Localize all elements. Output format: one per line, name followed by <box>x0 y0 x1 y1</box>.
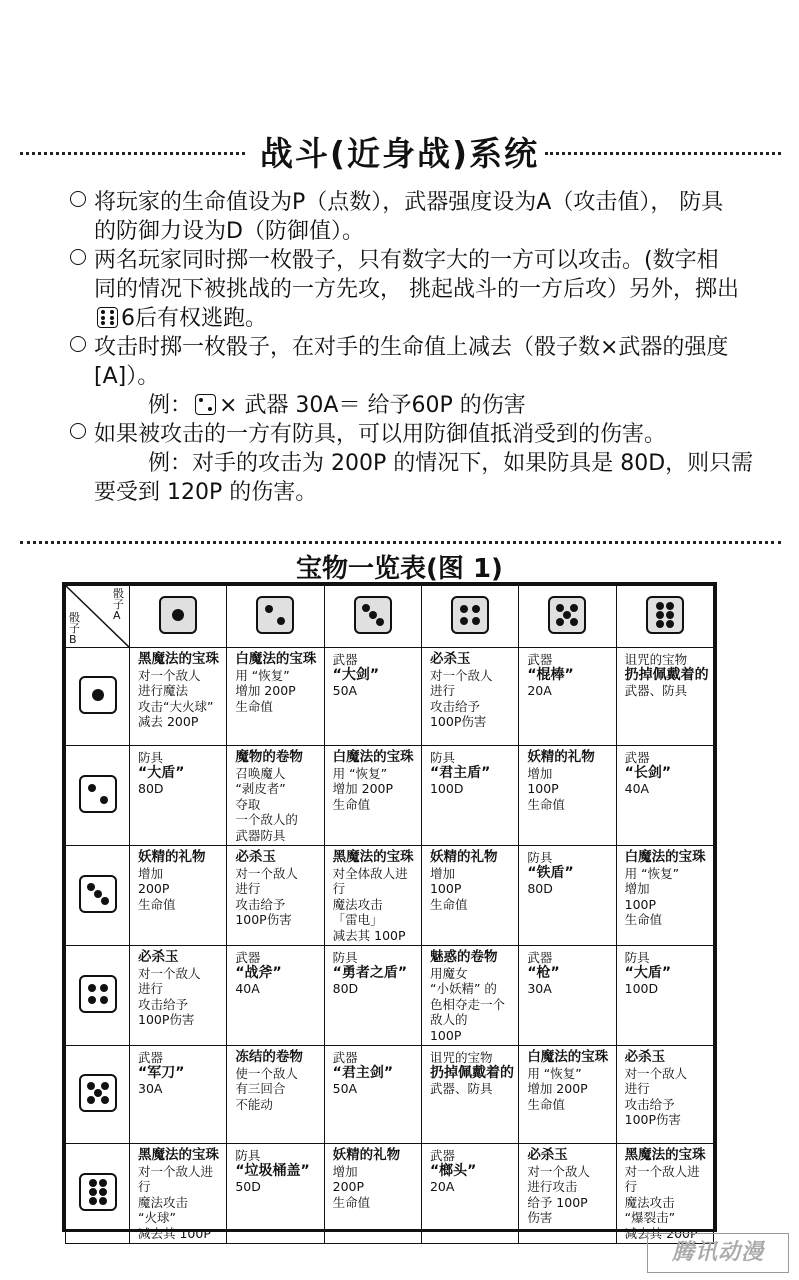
cell-line: 生命值 <box>332 1194 371 1210</box>
cell-line: 不能动 <box>235 1096 273 1112</box>
cell-line: 100P伤害 <box>624 1112 682 1127</box>
die-one-icon <box>159 596 197 634</box>
cell-line: 生命值 <box>138 896 176 912</box>
cell-line: 减去 200P <box>138 714 199 729</box>
corner-label-a: 骰子A <box>113 587 124 622</box>
cell-line: 增加 <box>429 865 455 881</box>
cell-line: 召唤魔人 <box>235 765 286 781</box>
cell-title: 必杀玉 <box>235 849 276 865</box>
cell-title: 武器 <box>235 950 261 965</box>
corner-cell <box>66 586 130 648</box>
cell-line: 增加 <box>527 765 553 781</box>
cell-title: 防具 <box>429 750 455 765</box>
treasure-cell <box>616 746 713 846</box>
cell-line: 100D <box>624 981 659 996</box>
cell-title: 防具 <box>624 950 650 965</box>
circle-bullet-icon <box>70 336 86 352</box>
circle-bullet-icon <box>70 423 86 439</box>
cell-line: 生命值 <box>332 796 371 812</box>
treasure-cell <box>421 648 518 746</box>
treasure-cell <box>324 648 421 746</box>
cell-title: 黑魔法的宝珠 <box>332 849 414 865</box>
cell-line: 100P <box>624 896 657 912</box>
cell-line: 50A <box>332 1081 358 1096</box>
treasure-cell <box>130 648 227 746</box>
cell-line: 对一个敌人 <box>138 667 201 683</box>
cell-title: 白魔法的宝珠 <box>235 651 317 667</box>
rule-2: 两名玩家同时掷一枚骰子，只有数字大的一方可以攻击。(数字相 同的情况下被挑战的一方先攻， 挑起战斗的一方后攻）另外，掷出 6后有权逃跑。 <box>70 246 770 333</box>
cell-line: “大剑” <box>332 666 380 683</box>
cell-line: “剥皮者” <box>235 781 286 796</box>
cell-line: 减去其 100P <box>138 1225 211 1241</box>
row-header-3 <box>66 846 130 946</box>
col-header-1 <box>130 586 227 648</box>
treasure-cell <box>324 946 421 1046</box>
cell-title: 白魔法的宝珠 <box>624 849 706 865</box>
cell-title: 武器 <box>332 1050 358 1065</box>
die-four-icon <box>451 596 489 634</box>
rule-4: 如果被攻击的一方有防具，可以用防御值抵消受到的伤害。 <box>70 420 770 449</box>
cell-line: 进行 <box>624 1081 650 1096</box>
cell-title: 武器 <box>138 1050 164 1065</box>
table-row <box>66 946 714 1046</box>
cell-line: 生命值 <box>235 698 273 714</box>
cell-line: 100D <box>429 781 464 796</box>
row-header-1 <box>66 648 130 746</box>
treasure-cell <box>227 946 324 1046</box>
cell-line: 对一个敌人 <box>235 865 298 881</box>
die-five-icon <box>79 1074 117 1112</box>
cell-title: 防具 <box>332 950 358 965</box>
col-header-2 <box>227 586 324 648</box>
cell-line: “垃圾桶盖” <box>235 1162 310 1179</box>
cell-line: 武器防具 <box>235 827 286 843</box>
cell-line: 进行攻击 <box>527 1179 578 1194</box>
cell-line: 减去其 100P <box>332 927 406 943</box>
treasure-cell <box>130 846 227 946</box>
treasure-cell <box>519 648 616 746</box>
cell-line: 对一个敌人进行 <box>138 1163 214 1194</box>
die-six-icon <box>97 307 118 328</box>
treasure-cell <box>616 846 713 946</box>
cell-line: “大盾” <box>138 764 185 781</box>
cell-line: 进行 <box>429 683 455 698</box>
table-title: 宝物一览表(图 1) <box>296 554 503 584</box>
cell-line: 对一个敌人 <box>429 667 493 683</box>
cell-title: 武器 <box>332 652 358 667</box>
header-row <box>66 586 714 648</box>
cell-line: 敌人的 <box>429 1012 468 1027</box>
cell-line: 20A <box>429 1179 455 1194</box>
treasure-cell <box>227 1046 324 1144</box>
cell-title: 妖精的礼物 <box>138 849 206 865</box>
cell-title: 妖精的礼物 <box>332 1147 401 1163</box>
cell-title: 白魔法的宝珠 <box>527 1049 609 1065</box>
cell-line: “勇者之盾” <box>332 964 408 981</box>
row-header-5 <box>66 1046 130 1144</box>
cell-line: 生命值 <box>527 1096 565 1112</box>
cell-line: 80D <box>332 981 359 996</box>
cell-line: 30A <box>527 981 552 996</box>
cell-line: 增加 <box>332 1163 358 1179</box>
treasure-cell <box>130 1046 227 1144</box>
cell-title: 黑魔法的宝珠 <box>138 651 219 667</box>
die-six-icon <box>79 1173 117 1211</box>
cell-line: “军刀” <box>138 1064 185 1081</box>
cell-line: 进行 <box>138 981 164 996</box>
cell-line: 40A <box>624 781 650 796</box>
cell-line: 有三回合 <box>235 1081 286 1096</box>
treasure-cell <box>324 1046 421 1144</box>
cell-title: 必杀玉 <box>138 949 179 965</box>
cell-line: 用 “恢复” <box>235 667 290 683</box>
cell-line: 40A <box>235 981 260 996</box>
cell-line: 魔法攻击 <box>138 1194 189 1210</box>
rule-3: 攻击时掷一枚骰子，在对手的生命值上减去（骰子数×武器的强度 [A]）。 <box>70 333 770 391</box>
cell-line: 对一个敌人进行 <box>624 1163 700 1194</box>
treasure-cell <box>227 746 324 846</box>
cell-line: 200P <box>138 881 170 896</box>
cell-line: “爆裂击” <box>624 1210 676 1225</box>
cell-line: 对全体敌人进行 <box>332 865 408 896</box>
middle-chain-divider <box>20 541 781 544</box>
treasure-cell <box>421 846 518 946</box>
cell-title: 白魔法的宝珠 <box>332 749 414 765</box>
cell-title: 武器 <box>527 950 553 965</box>
cell-line: 攻击给予 <box>138 996 189 1012</box>
cell-line: 100P <box>429 881 462 896</box>
cell-line: “火球” <box>138 1210 176 1225</box>
cell-line: 使一个敌人 <box>235 1065 298 1081</box>
treasure-cell <box>324 846 421 946</box>
treasure-cell <box>421 1144 518 1244</box>
treasure-cell <box>324 1144 421 1244</box>
row-header-2 <box>66 746 130 846</box>
cell-line: “君主剑” <box>332 1064 394 1081</box>
table-row <box>66 1046 714 1144</box>
cell-line: 「雷电」 <box>332 912 383 927</box>
cell-line: 一个敌人的 <box>235 812 298 827</box>
rules-text <box>70 188 770 507</box>
treasure-table <box>62 582 717 1241</box>
table-row <box>66 1144 714 1244</box>
treasure-cell <box>130 1144 227 1244</box>
die-one-icon <box>79 676 117 714</box>
die-five-icon <box>548 596 586 634</box>
rule-3-example: 例： × 武器 30A＝ 给予60P 的伤害 <box>148 393 526 418</box>
die-two-icon <box>195 394 216 415</box>
cell-line: “君主盾” <box>429 764 491 781</box>
cell-line: 用 “恢复” <box>624 865 680 881</box>
col-header-4 <box>421 586 518 648</box>
die-three-icon <box>354 596 392 634</box>
cell-line: 生命值 <box>429 896 468 912</box>
cell-line: “枪” <box>527 964 560 981</box>
treasure-cell <box>519 846 616 946</box>
cell-line: “长剑” <box>624 764 672 781</box>
table-row <box>66 846 714 946</box>
cell-line: “铁盾” <box>527 864 574 881</box>
cell-title: 黑魔法的宝珠 <box>138 1147 219 1163</box>
cell-line: 夺取 <box>235 796 261 812</box>
treasure-cell <box>324 746 421 846</box>
cell-line: 攻击“大火球” <box>138 698 214 714</box>
cell-line: 50A <box>332 683 358 698</box>
treasure-cell <box>421 1046 518 1144</box>
cell-line: 对一个敌人 <box>624 1065 688 1081</box>
cell-title: 魅惑的卷物 <box>429 949 498 965</box>
cell-title: 武器 <box>429 1148 455 1163</box>
cell-line: “战斧” <box>235 964 282 981</box>
cell-line: 100P伤害 <box>138 1012 195 1027</box>
die-two-icon <box>79 775 117 813</box>
row-header-6 <box>66 1144 130 1244</box>
watermark-logo: 腾讯动漫 <box>647 1233 789 1273</box>
cell-title: 必杀玉 <box>429 651 471 667</box>
rule-4-example: 例：对手的攻击为 200P 的情况下，如果防具是 80D，则只需 要受到 120P 的伤害。 <box>94 451 754 505</box>
cell-line: 魔法攻击 <box>624 1194 675 1210</box>
cell-title: 必杀玉 <box>527 1147 568 1163</box>
cell-line: 100P伤害 <box>235 912 292 927</box>
cell-line: 增加 200P <box>332 781 394 796</box>
cell-line: 生命值 <box>624 912 663 927</box>
cell-title: 防具 <box>235 1148 261 1163</box>
cell-line: 用 “恢复” <box>332 765 388 781</box>
cell-line: 增加 200P <box>235 683 296 698</box>
cell-line: 攻击给予 <box>429 698 480 714</box>
row-header-4 <box>66 946 130 1046</box>
cell-line: 给予 100P <box>527 1194 588 1210</box>
cell-line: 80D <box>527 881 553 896</box>
cell-line: 用 “恢复” <box>527 1065 582 1081</box>
rule-1: 将玩家的生命值设为P（点数），武器强度设为A（攻击值）， 防具 的防御力设为D（防御值）。 <box>70 188 770 246</box>
cell-line: 增加 <box>624 881 650 896</box>
cell-title: 武器 <box>624 750 650 765</box>
cell-line: 减去其 200P <box>624 1225 698 1241</box>
cell-line: 进行魔法 <box>138 683 189 698</box>
treasure-cell <box>421 746 518 846</box>
cell-line: 扔掉佩戴着的 <box>624 666 709 683</box>
cell-line: 30A <box>138 1081 163 1096</box>
treasure-cell <box>421 946 518 1046</box>
die-six-icon <box>646 596 684 634</box>
cell-line: 对一个敌人 <box>527 1163 590 1179</box>
treasure-cell <box>616 648 713 746</box>
treasure-cell <box>227 846 324 946</box>
col-header-3 <box>324 586 421 648</box>
cell-title: 防具 <box>527 850 553 865</box>
cell-line: 武器、防具 <box>624 683 688 698</box>
treasure-cell <box>130 746 227 846</box>
corner-label-b: 骰子B <box>69 611 80 646</box>
cell-line: 色相夺走一个 <box>429 996 505 1012</box>
treasure-cell <box>519 1046 616 1144</box>
table-row <box>66 648 714 746</box>
treasure-cell <box>227 648 324 746</box>
cell-line: “榔头” <box>429 1162 477 1179</box>
cell-title: 魔物的卷物 <box>235 749 303 765</box>
circle-bullet-icon <box>70 191 86 207</box>
cell-line: 增加 <box>138 865 164 881</box>
cell-title: 冻结的卷物 <box>235 1049 303 1065</box>
cell-line: “大盾” <box>624 964 672 981</box>
table-row <box>66 746 714 846</box>
col-header-5 <box>519 586 616 648</box>
cell-line: 80D <box>138 781 164 796</box>
cell-line: 生命值 <box>527 796 565 812</box>
circle-bullet-icon <box>70 249 86 265</box>
treasure-cell <box>616 1144 713 1244</box>
cell-line: 200P <box>332 1179 365 1194</box>
cell-title: 妖精的礼物 <box>527 749 595 765</box>
treasure-cell <box>616 946 713 1046</box>
cell-line: 用魔女 <box>429 965 468 981</box>
cell-title: 诅咒的宝物 <box>429 1050 493 1065</box>
page-title: 战斗(近身战)系统 <box>259 134 540 173</box>
col-header-6 <box>616 586 713 648</box>
cell-title: 防具 <box>138 750 164 765</box>
cell-title: 妖精的礼物 <box>429 849 498 865</box>
cell-line: 增加 200P <box>527 1081 588 1096</box>
cell-line: 进行 <box>235 881 261 896</box>
cell-line: 扔掉佩戴着的 <box>429 1064 514 1081</box>
cell-line: 100P <box>527 781 559 796</box>
treasure-cell <box>519 746 616 846</box>
cell-line: 50D <box>235 1179 261 1194</box>
cell-title: 武器 <box>527 652 553 667</box>
cell-title: 黑魔法的宝珠 <box>624 1147 706 1163</box>
cell-title: 诅咒的宝物 <box>624 652 688 667</box>
treasure-cell <box>616 1046 713 1144</box>
treasure-cell <box>519 1144 616 1244</box>
cell-line: 攻击给予 <box>624 1096 675 1112</box>
cell-line: 魔法攻击 <box>332 896 383 912</box>
cell-line: 武器、防具 <box>429 1081 493 1096</box>
treasure-cell <box>519 946 616 1046</box>
treasure-cell <box>130 946 227 1046</box>
die-two-icon <box>256 596 294 634</box>
cell-line: 100P <box>429 1027 462 1043</box>
cell-line: “小妖精” 的 <box>429 981 497 996</box>
cell-line: “棍棒” <box>527 666 574 683</box>
die-four-icon <box>79 975 117 1013</box>
cell-line: 伤害 <box>527 1210 553 1225</box>
die-three-icon <box>79 875 117 913</box>
cell-line: 对一个敌人 <box>138 965 201 981</box>
treasure-cell <box>227 1144 324 1244</box>
cell-line: 20A <box>527 683 552 698</box>
cell-title: 必杀玉 <box>624 1049 666 1065</box>
cell-line: 攻击给予 <box>235 896 286 912</box>
cell-line: 100P伤害 <box>429 714 487 729</box>
